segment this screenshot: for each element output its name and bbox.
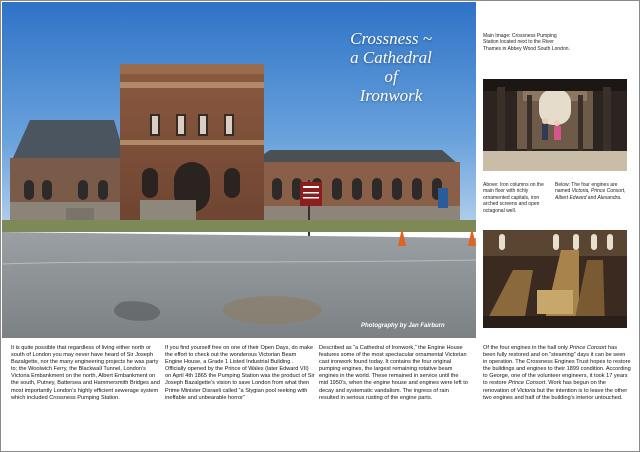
below-caption [555,182,629,201]
article-title [311,29,471,105]
col4-text-d: but the intention is to leave the other two engines and half of the building’s interior untouched. [483,387,628,401]
interior-columns-photo [483,79,627,171]
body-column-4 [483,345,631,402]
photo-credit: Photography by Jan Fairburn [361,323,445,329]
body-column-3: Described as “a Cathedral of Ironwork,” the Engine House features some of the most spectacular ornamental Victorian cast ironwork found today. It contains the four original pumping engines, the largest remaining rotative beam engines in the world. These remained in service until the mid 1950’s, when the engine house and engines were left to decay and systematic vandalism. The ingress of rain resulted in serious rusting of the engine parts. [319,345,468,401]
col4-text-b: has been fully restored and on “steaming” days it can be seen in operation. The Crossness Engines Trust hopes to restore the buildings and engines to their 1899 condition. According to George, one of the volunteer engineers, it took 17 years to restore [483,345,631,387]
below-caption-engines: Victoria, Prince Consort, Albert Edward [555,188,626,201]
below-caption-prefix: Below: The four engines are named [555,182,618,195]
beam-engine-photo [483,230,627,328]
col4-text-c: . Work has begun on the renovation of [483,380,607,394]
main-image-caption: Main Image: Crossness Pumping Station located next to the River Thames in Abbey Wood South London. [483,33,570,52]
title-line-3: of [384,67,398,86]
below-caption-engine-last: Alexandra. [597,194,622,201]
title-line-4: Ironwork [359,86,423,105]
below-caption-and: and [586,194,598,201]
col4-engine-victoria: Victoria [516,387,536,394]
title-line-1: Crossness ~ [350,29,432,48]
title-line-2: a Cathedral [350,48,432,67]
body-column-2: If you find yourself free on one of their Open Days, do make the effort to check out the wonderous Victorian Beam Engine House, a Grade 1 Listed Industrial Building . Officially opened by the Prince of Wales (later Edward VII) on April 4th 1865 the Pumping Station was the product of Sir Joseph Bazalgette’s vision to save London from what then Prime Minister Disraeli called “a Stygian pool reeking with ineffable and unbearable horror” [165,345,315,401]
body-column-1: It is quite possible that regardless of living either north or south of London you may never have heard of Sir Joseph Bazalgette, nor the many engineering projects he was party to; the Woolwich Ferry, the Blackwall Tunnel, London’s Victoria Embankment on the north, Albert Embankment on the south, Putney, Battersea and Hammersmith Bridges and most importantly London’s highly efficient sewerage system which included Crossness Pumping Station. [11,345,160,401]
col4-engine-prince-consort: Prince Consort [569,345,607,351]
col4-text-a: Of the four engines in the hall only [483,345,570,351]
col4-engine-prince-consort-2: Prince Consort [508,380,546,387]
above-caption: Above: Iron columns on the main floor with richly ornamented capitals, iron arched screens and open octagonal well. [483,182,544,214]
